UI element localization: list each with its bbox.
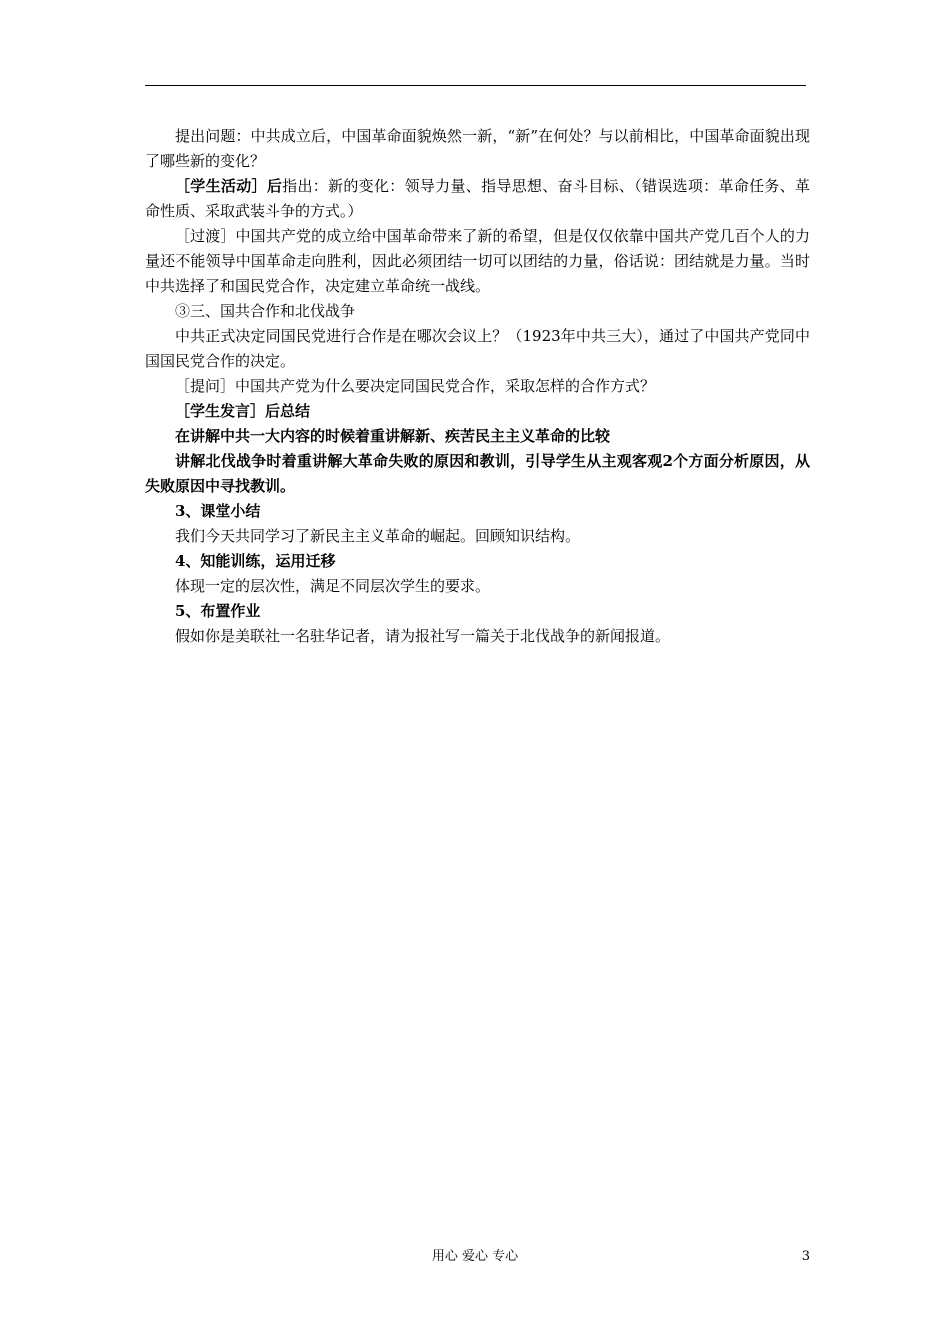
page-number: 3 — [801, 1249, 810, 1264]
paragraph-student-speech: ［学生发言］后总结 — [175, 402, 311, 420]
document-body — [145, 124, 810, 649]
heading-class-summary: 3、课堂小结 — [175, 502, 261, 520]
paragraph-third-congress: 中共正式决定同国民党进行合作是在哪次会议上？（1923年中共三大），通过了中国共产党同中国国民党合作的决定。 — [145, 327, 810, 370]
header-rule — [145, 85, 806, 86]
heading-homework: 5、布置作业 — [175, 602, 261, 620]
paragraph-homework: 假如你是美联社一名驻华记者，请为报社写一篇关于北伐战争的新闻报道。 — [175, 627, 671, 645]
paragraph-northern-expedition-note: 讲解北伐战争时着重讲解大革命失败的原因和教训，引导学生从主观客观2个方面分析原因，从失败原因中寻找教训。 — [145, 452, 810, 495]
paragraph-student-activity — [145, 174, 810, 224]
paragraph-question: 提出问题：中共成立后，中国革命面貌焕然一新，“新”在何处？与以前相比，中国革命面貌出现了哪些新的变化？ — [145, 127, 810, 170]
paragraph-class-summary: 我们今天共同学习了新民主主义革命的崛起。回顾知识结构。 — [175, 527, 581, 545]
student-activity-label: ［学生活动］后 — [175, 177, 283, 195]
heading-training: 4、知能训练，运用迁移 — [175, 552, 336, 570]
footer-text: 用心 爱心 专心 — [431, 1249, 519, 1264]
student-activity-text: 指出：新的变化：领导力量、指导思想、奋斗目标、（错误选项：革命任务、革命性质、采取武装斗争的方式。） — [145, 177, 810, 220]
paragraph-training: 体现一定的层次性，满足不同层次学生的要求。 — [175, 577, 491, 595]
paragraph-question-cooperation: ［提问］中国共产党为什么要决定同国民党合作，采取怎样的合作方式？ — [175, 377, 656, 395]
paragraph-first-congress-note: 在讲解中共一大内容的时候着重讲解新、疾苦民主主义革命的比较 — [175, 427, 611, 445]
paragraph-transition: ［过渡］中国共产党的成立给中国革命带来了新的希望，但是仅仅依靠中国共产党几百个人的力量还不能领导中国革命走向胜利，因此必须团结一切可以团结的力量，俗话说：团结就是力量。当时中共选择了和国民党合作，决定建立革命统一战线。 — [145, 227, 810, 295]
section-heading-kmt-cpc: ③三、国共合作和北伐战争 — [175, 302, 356, 320]
